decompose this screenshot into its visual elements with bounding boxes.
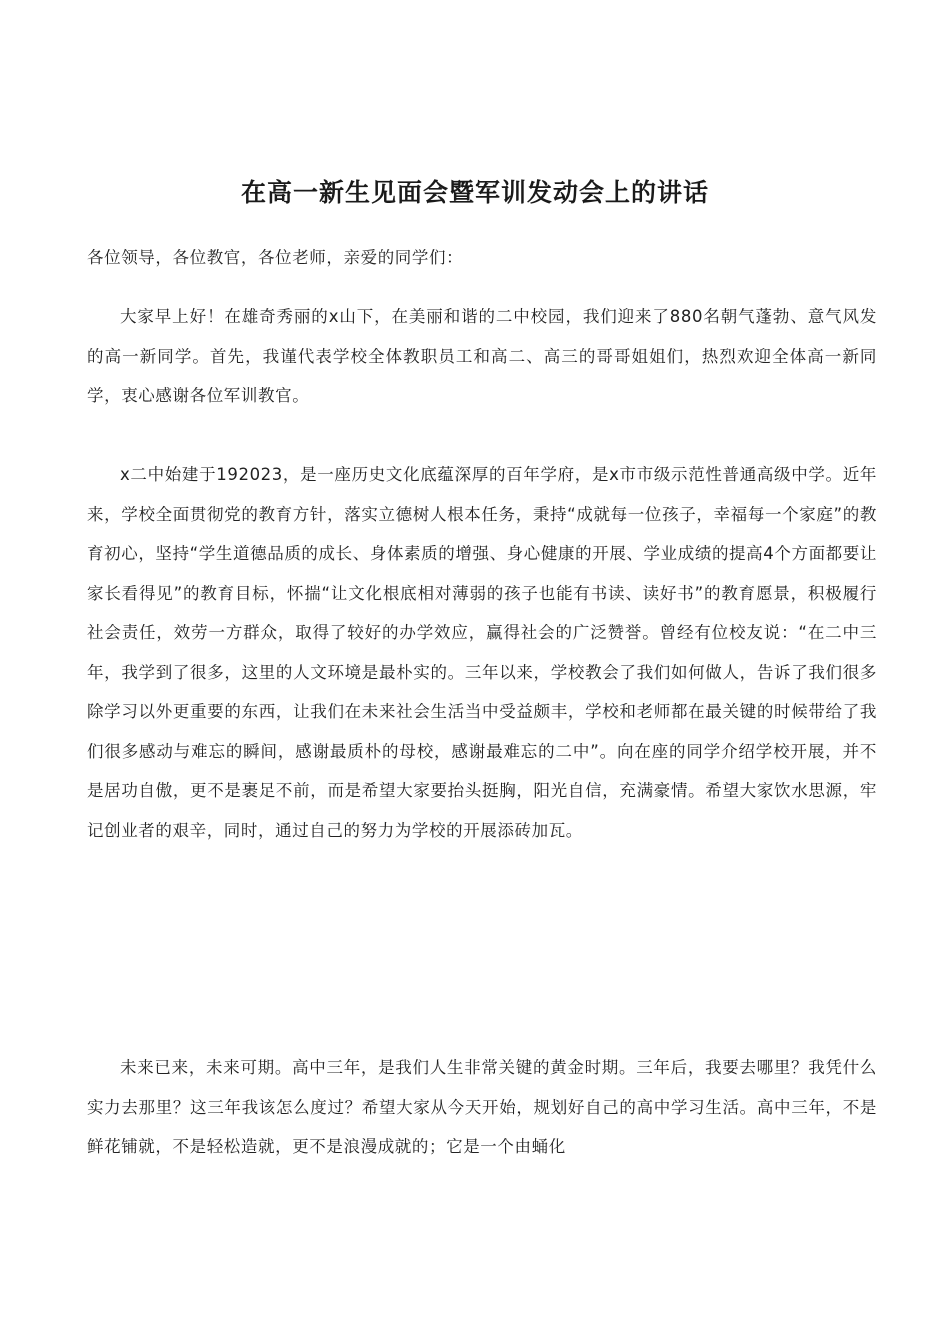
paragraph-school-intro: x二中始建于192023，是一座历史文化底蕴深厚的百年学府，是x市市级示范性普通高级中学。近年来，学校全面贯彻党的教育方针，落实立德树人根本任务，秉持“成就每一位孩子，幸福每一个家庭”的教育初心，坚持“学生道德品质的成长、身体素质的增强、身心健康的开展、学业成绩的提高4个方面都要让家长看得见”的教育目标，怀揣“让文化根底相对薄弱的孩子也能有书读、读好书”的教育愿景，积极履行社会责任，效劳一方群众，取得了较好的办学效应，赢得社会的广泛赞誉。曾经有位校友说：“在二中三年，我学到了很多，这里的人文环境是最朴实的。三年以来，学校教会了我们如何做人，告诉了我们很多除学习以外更重要的东西，让我们在未来社会生活当中受益颇丰，学校和老师都在最关键的时候带给了我们很多感动与难忘的瞬间，感谢最质朴的母校，感谢最难忘的二中”。向在座的同学介绍学校开展，并不是居功自傲，更不是裹足不前，而是希望大家要抬头挺胸，阳光自信，充满豪情。希望大家饮水思源，牢记创业者的艰辛，同时，通过自己的努力为学校的开展添砖加瓦。: [87, 465, 877, 840]
document-title: 在高一新生见面会暨军训发动会上的讲话: [240, 177, 709, 207]
salutation: 各位领导，各位教官，各位老师，亲爱的同学们：: [87, 248, 464, 267]
paragraph-future: 未来已来，未来可期。高中三年，是我们人生非常关键的黄金时期。三年后，我要去哪里？我凭什么实力去那里？这三年我该怎么度过？希望大家从今天开始，规划好自己的高中学习生活。高中三年，不是鲜花铺就，不是轻松造就，更不是浪漫成就的；它是一个由蛹化: [87, 1058, 877, 1156]
paragraph-welcome: 大家早上好！在雄奇秀丽的x山下，在美丽和谐的二中校园，我们迎来了880名朝气蓬勃、意气风发的高一新同学。首先，我谨代表学校全体教职员工和高二、高三的哥哥姐姐们，热烈欢迎全体高一新同学，衷心感谢各位军训教官。: [87, 307, 877, 405]
